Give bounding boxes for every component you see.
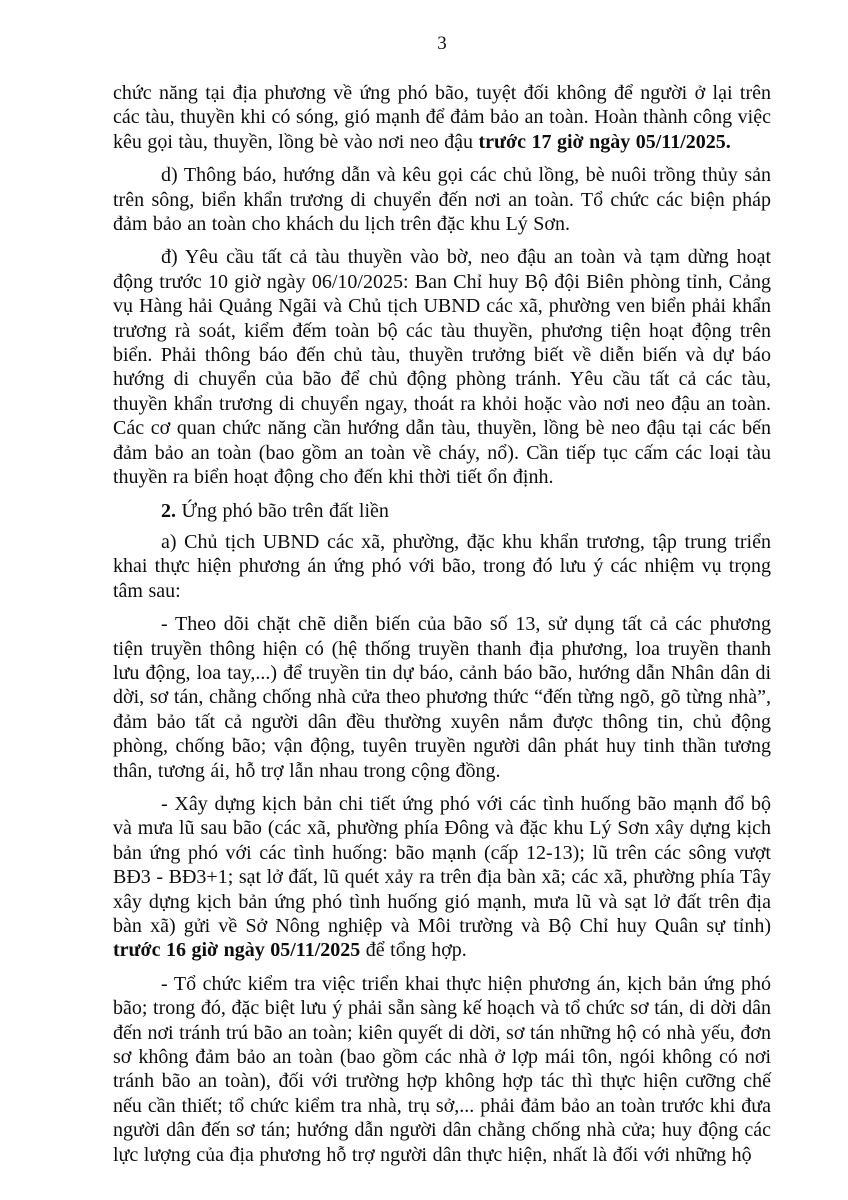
deadline-bold-text: trước 16 giờ ngày 05/11/2025 <box>113 939 361 962</box>
bullet-monitor-storm: - Theo dõi chặt chẽ diễn biến của bão số 13, sử dụng tất cả các phương tiện truyền thông hiện có (hệ thống truyền thanh địa phương, loa truyền thanh lưu động, loa tay,...) để truyền tin dự báo, cảnh báo bão, hướng dẫn Nhân dân di dời, sơ tán, chằng chống nhà cửa theo phương thức “đến từng ngõ, gõ từng nhà”, đảm bảo tất cả người dân đều thường xuyên nắm được thông tin, chủ động phòng, chống bão; vận động, tuyên truyền người dân phát huy tinh thần tương thân, tương ái, hỗ trợ lẫn nhau trong cộng đồng. <box>113 613 771 782</box>
paragraph-text: chức năng tại địa phương về ứng phó bão, tuyệt đối không để người ở lại trên các tàu, thuyền khi có sóng, gió mạnh để đảm bảo an toàn. Hoàn thành công việc kêu gọi tàu, thuyền, lồng bè vào nơi neo đậu <box>113 82 771 153</box>
section-title: Ứng phó bão trên đất liền <box>176 499 389 522</box>
bullet-scenario-plan <box>113 792 771 963</box>
document-body <box>113 81 771 1167</box>
deadline-bold-text: trước 17 giờ ngày 05/11/2025. <box>478 130 731 153</box>
bullet-inspection-evacuation: - Tổ chức kiểm tra việc triển khai thực hiện phương án, kịch bản ứng phó bão; trong đó, đặc biệt lưu ý phải sẵn sàng kế hoạch và tổ chức sơ tán, di dời dân đến nơi tránh trú bão an toàn; kiên quyết di dời, sơ tán những hộ có nhà yếu, đơn sơ không đảm bảo an toàn (bao gồm các nhà ở lợp mái tôn, ngói không có nơi tránh bão an toàn), đối với trường hợp không hợp tác thì thực hiện cưỡng chế nếu cần thiết; tổ chức kiểm tra nhà, trụ sở,... phải đảm bảo an toàn trước khi đưa người dân đến sơ tán; hướng dẫn người dân chằng chống nhà cửa; huy động các lực lượng của địa phương hỗ trợ người dân thực hiện, nhất là đối với những hộ <box>113 972 771 1166</box>
paragraph-item-a: a) Chủ tịch UBND các xã, phường, đặc khu khẩn trương, tập trung triển khai thực hiện phương án ứng phó với bão, trong đó lưu ý các nhiệm vụ trọng tâm sau: <box>113 530 771 602</box>
section-number: 2. <box>161 499 176 522</box>
section-heading-2 <box>113 499 771 523</box>
paragraph-item-d: d) Thông báo, hướng dẫn và kêu gọi các chủ lồng, bè nuôi trồng thủy sản trên sông, biển khẩn trương di chuyển đến nơi an toàn. Tổ chức các biện pháp đảm bảo an toàn cho khách du lịch trên đặc khu Lý Sơn. <box>113 164 771 236</box>
bullet-text-after: để tổng hợp. <box>360 939 467 962</box>
bullet-text: - Xây dựng kịch bản chi tiết ứng phó với các tình huống bão mạnh đổ bộ và mưa lũ sau bão (các xã, phường phía Đông và đặc khu Lý Sơn xây dựng kịch bản ứng phó với các tình huống: bão mạnh (cấp 12-13); lũ trên các sông vượt BĐ3 - BĐ3+1; sạt lở đất, lũ quét xảy ra trên địa bàn xã; các xã, phường phía Tây xây dựng kịch bản ứng phó tình huống gió mạnh, mưa lũ và sạt lở đất trên địa bàn xã) gửi về Sở Nông nghiệp và Môi trường và Bộ Chỉ huy Quân sự tỉnh) <box>113 792 771 937</box>
paragraph-item-dd: đ) Yêu cầu tất cả tàu thuyền vào bờ, neo đậu an toàn và tạm dừng hoạt động trước 10 giờ ngày 06/10/2025: Ban Chỉ huy Bộ đội Biên phòng tỉnh, Cảng vụ Hàng hải Quảng Ngãi và Chủ tịch UBND các xã, phường ven biển phải khẩn trương rà soát, kiểm đếm toàn bộ các tàu thuyền, phương tiện hoạt động trên biển. Phải thông báo đến chủ tàu, thuyền trưởng biết về diễn biến và dự báo hướng di chuyển của bão để chủ động phòng tránh. Yêu cầu tất cả các tàu, thuyền khẩn trương di chuyển ngay, thoát ra khỏi hoặc vào nơi neo đậu an toàn. Các cơ quan chức năng cần hướng dẫn tàu, thuyền, lồng bè neo đậu tại các bến đảm bảo an toàn (bao gồm an toàn về cháy, nổ). Cần tiếp tục cấm các loại tàu thuyền ra biển hoạt động cho đến khi thời tiết ổn định. <box>113 246 771 489</box>
paragraph-continuation <box>113 81 771 154</box>
page-number: 3 <box>437 33 447 54</box>
